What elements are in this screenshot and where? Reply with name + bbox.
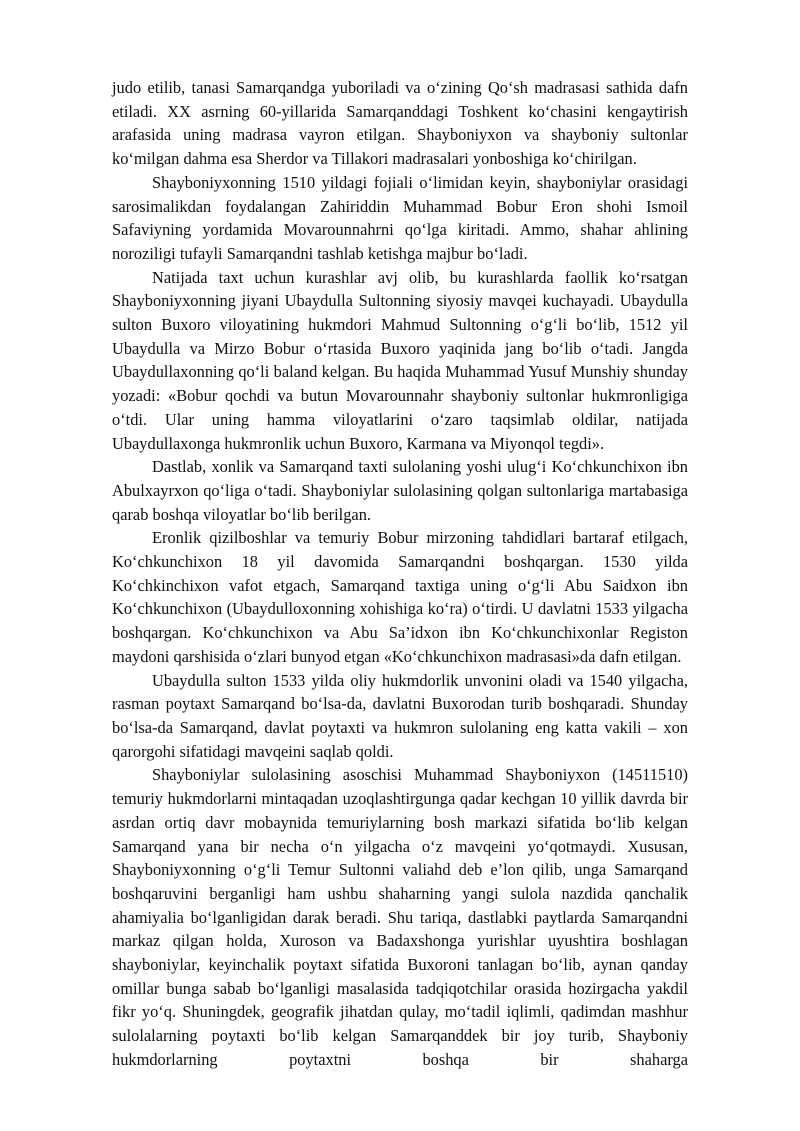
paragraph-kochkunchixon-rule: Eronlik qizilboshlar va temuriy Bobur mirzoning tahdidlari bartaraf etilgach, Ko‘chkunchixon 18 yil davomida Samarqandni boshqargan. 1530 yilda Ko‘chkinchixon vafot etgach, Samarqand taxtiga uning o‘g‘li Abu Saidxon ibn Ko‘chkunchixon (Ubaydulloxonning xohishiga ko‘ra) o‘tirdi. U davlatni 1533 yilgacha boshqargan. Ko‘chkunchixon va Abu Sa’idxon ibn Ko‘chkunchixonlar Registon maydoni qarshisida o‘zlari bunyod etgan «Ko‘chkunchixon madrasasi»da dafn etilgan. [112, 528, 688, 666]
paragraph-shayboniy-dynasty: Shayboniylar sulolasining asoschisi Muhammad Shayboniyxon (14511510) temuriy hukmdorlarni mintaqadan uzoqlashtirgunga qadar kechgan 10 yillik davrda bir asrdan ortiq davr mobaynida temuriylarning bosh markazi sifatida bo‘lib kelgan Samarqand yana bir necha o‘n yilgacha o‘z mavqeini yo‘qotmaydi. Xususan, Shayboniyxonning o‘g‘li Temur Sultonni valiahd deb e’lon qilib, unga Samarqand boshqaruvini berganligi ham ushbu shaharning yangi sulola nazdida qanchalik ahamiyalia bo‘lganligidan darak beradi. Shu tariqa, dastlabki paytlarda Samarqandni markaz qilgan holda, Xuroson va Badaxshonga yurishlar uyushtira boshlagan shayboniylar, keyinchalik poytaxt sifatida Buxoroni tanlagan bo‘lib, aynan qanday omillar bunga sabab bo‘lganligi masalasida tadqiqotchilar orasida hozirgacha yakdil fikr yo‘q. Shuningdek, geografik jihatdan qulay, mo‘tadil iqlimli, qadimdan mashhur sulolalarning poytaxti bo‘lib kelgan Samarqanddek bir joy turib, Shayboniy hukmdorlarning poytaxtni boshqa bir shaharga [112, 765, 688, 1069]
paragraph-bobur-samarqand: Shayboniyxonning 1510 yildagi fojiali o‘limidan keyin, shayboniylar orasidagi sarosimalikdan foydalangan Zahiriddin Muhammad Bobur Eron shohi Ismoil Safaviyning yordamida Movarounnahrni qo‘lga kiritadi. Ammo, shahar ahlining noroziligi tufayli Samarqandni tashlab ketishga majbur bo‘ladi. [112, 172, 688, 263]
paragraph-continuation: judo etilib, tanasi Samarqandga yuboriladi va o‘zining Qo‘sh madrasasi sathida dafn etiladi. XX asrning 60-yillarida Samarqanddagi Toshkent ko‘chasini kengaytirish arafasida uning madrasa vayron etilgan. Shayboniyxon va shayboniy sultonlar ko‘milgan dahma esa Sherdor va Tillakori madrasalari yonboshiga ko‘chirilgan. [112, 78, 688, 169]
document-page [112, 76, 688, 1072]
paragraph-ubaydulla-rise: Natijada taxt uchun kurashlar avj olib, bu kurashlarda faollik ko‘rsatgan Shayboniyxonning jiyani Ubaydulla Sultonning siyosiy mavqei kuchayadi. Ubaydulla sulton Buxoro viloyatining hukmdori Mahmud Sultonning o‘g‘li bo‘lib, 1512 yil Ubaydulla va Mirzo Bobur o‘rtasida Buxoro yaqinida jang bo‘lib o‘tadi. Jangda Ubaydullaxonning qo‘li baland kelgan. Bu haqida Muhammad Yusuf Munshiy shunday yozadi: «Bobur qochdi va butun Movarounnahr shayboniy sultonlar hukmronligiga o‘tdi. Ular uning hamma viloyatlarini o‘zaro taqsimlab oldilar, natijada Ubaydullaxonga hukmronlik uchun Buxoro, Karmana va Miyonqol tegdi». [112, 267, 688, 453]
paragraph-ubaydulla-rule: Ubaydulla sulton 1533 yilda oliy hukmdorlik unvonini oladi va 1540 yilgacha, rasman poytaxt Samarqand bo‘lsa-da, davlatni Buxorodan turib boshqaradi. Shunday bo‘lsa-da Samarqand, davlat poytaxti va hukmron sulolaning eng katta vakili – xon qarorgohi sifatidagi mavqeini saqlab qoldi. [112, 670, 688, 761]
paragraph-kochkunchixon-throne: Dastlab, xonlik va Samarqand taxti sulolaning yoshi ulug‘i Ko‘chkunchixon ibn Abulxayrxon qo‘liga o‘tadi. Shayboniylar sulolasining qolgan sultonlariga martabasiga qarab boshqa viloyatlar bo‘lib berilgan. [112, 457, 688, 524]
